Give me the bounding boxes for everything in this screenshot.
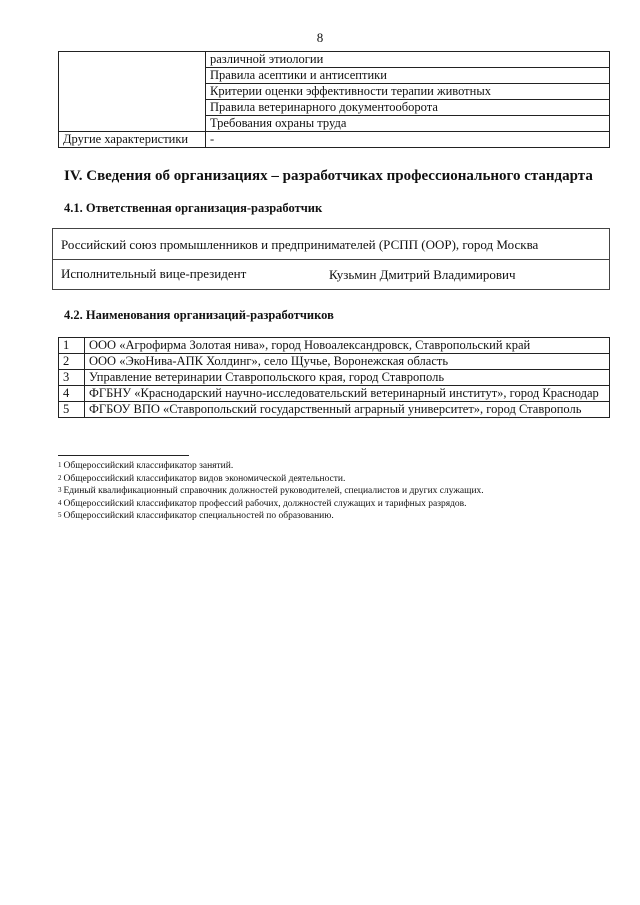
- table-cell-right: Правила ветеринарного документооборота: [206, 100, 610, 116]
- org-cell: ООО «ЭкоНива-АПК Холдинг», село Щучье, Воронежская область: [85, 354, 610, 370]
- table-cell-right: Требования охраны труда: [206, 116, 610, 132]
- responsible-org-box: [52, 228, 610, 290]
- row-number: 2: [59, 354, 85, 370]
- row-number: 5: [59, 402, 85, 418]
- org-name: Российский союз промышленников и предпринимателей (РСПП (ООР), город Москва: [61, 237, 539, 252]
- org-cell: Управление ветеринарии Ставропольского края, город Ставрополь: [85, 370, 610, 386]
- org-cell: ФГБНУ «Краснодарский научно-исследовательский ветеринарный институт», город Краснодар: [85, 386, 610, 402]
- footnote-text: Общероссийский классификатор профессий рабочих, должностей служащих и тарифных разрядов.: [63, 498, 467, 509]
- row-number: 4: [59, 386, 85, 402]
- footnote-number: 4: [58, 498, 62, 507]
- table-cell-left: Другие характеристики: [59, 132, 206, 148]
- footnote-text: Общероссийский классификатор занятий.: [63, 461, 234, 471]
- table-cell-right: различной этиологии: [206, 52, 610, 68]
- signatory-name: Кузьмин Дмитрий Владимирович: [329, 267, 516, 282]
- signatory-position: Исполнительный вице-президент: [61, 266, 247, 281]
- table-row: [59, 386, 610, 402]
- table-cell-right: Критерии оценки эффективности терапии животных: [206, 84, 610, 100]
- footnote: [58, 460, 484, 473]
- table-row: [59, 52, 610, 68]
- org-cell: ФГБОУ ВПО «Ставропольский государственный аграрный университет», город Ставрополь: [85, 402, 610, 418]
- footnote-divider: [58, 455, 189, 456]
- footnote-number: 3: [58, 486, 62, 494]
- footnote: [58, 510, 484, 523]
- section-title: IV. Сведения об организациях – разработчиках профессионального стандарта: [64, 168, 593, 184]
- table-row: [59, 354, 610, 370]
- developers-heading: 4.2. Наименования организаций-разработчиков: [64, 308, 334, 322]
- responsible-org-heading: 4.1. Ответственная организация-разработчик: [64, 201, 323, 215]
- characteristics-table: [58, 51, 610, 148]
- table-row: [59, 338, 610, 354]
- footnote: [58, 473, 484, 486]
- footnote-number: 5: [58, 511, 62, 519]
- org-cell: ООО «Агрофирма Золотая нива», город Новоалександровск, Ставропольский край: [85, 338, 610, 354]
- table-row: [59, 132, 610, 148]
- table-cell-right: Правила асептики и антисептики: [206, 68, 610, 84]
- footnotes: [58, 460, 484, 523]
- org-name-row: [53, 229, 609, 260]
- footnote-text: Общероссийский классификатор специальностей по образованию.: [63, 511, 334, 521]
- footnote-text: Общероссийский классификатор видов экономической деятельности.: [63, 473, 346, 484]
- footnote-text: Единый квалификационный справочник должностей руководителей, специалистов и других служащих.: [63, 486, 484, 496]
- footnote: [58, 485, 484, 498]
- developers-table: [58, 337, 610, 418]
- table-cell-left: [59, 52, 206, 132]
- table-row: [59, 402, 610, 418]
- table-row: [59, 370, 610, 386]
- row-number: 3: [59, 370, 85, 386]
- table-cell-right: -: [206, 132, 610, 148]
- row-number: 1: [59, 338, 85, 354]
- page-number: 8: [316, 30, 324, 45]
- footnote-number: 1: [58, 461, 62, 469]
- footnote: [58, 498, 484, 511]
- footnote-number: 2: [58, 473, 62, 482]
